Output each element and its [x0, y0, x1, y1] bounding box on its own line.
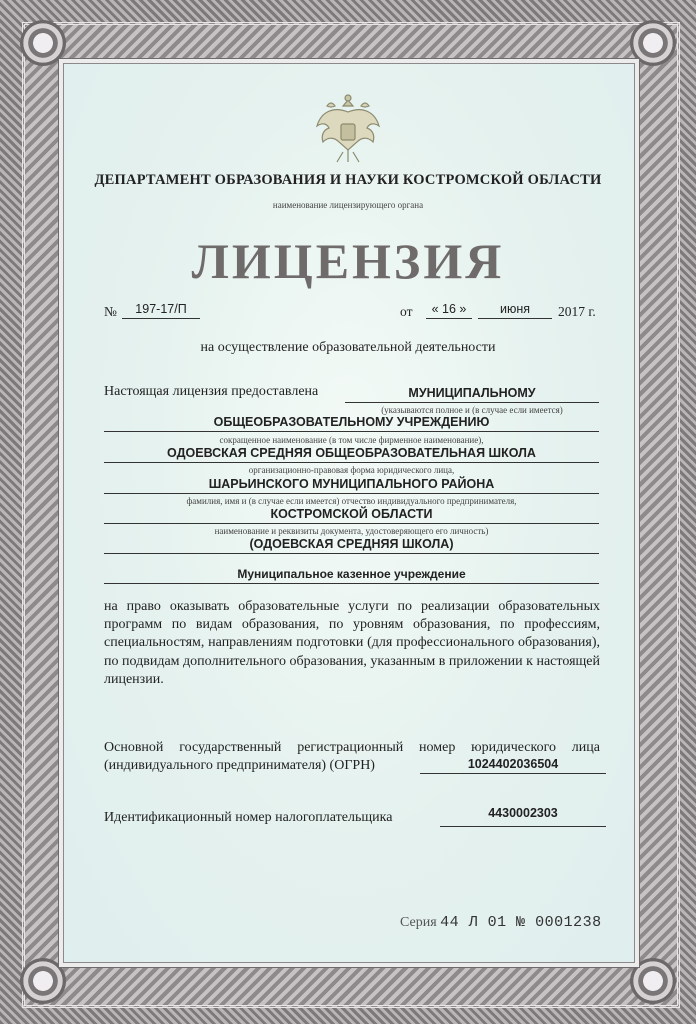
caption-4: фамилия, имя и (в случае если имеется) отчество индивидуального предпринимателя,: [186, 496, 517, 506]
ogrn-value: 1024402036504: [467, 757, 559, 771]
coat-of-arms-icon: [313, 92, 383, 166]
authority-caption: наименование лицензирующего органа: [272, 200, 424, 210]
issuing-authority: ДЕПАРТАМЕНТ ОБРАЗОВАНИЯ И НАУКИ КОСТРОМСКОЙ ОБЛАСТИ: [94, 172, 602, 188]
grantee-line-1: МУНИЦИПАЛЬНОМУ: [408, 386, 536, 400]
caption-3: организационно-правовая форма юридического лица,: [248, 465, 455, 475]
caption-2: сокращенное наименование (в том числе фирменное наименование),: [219, 435, 484, 445]
date-year: 2017 г.: [558, 304, 596, 319]
license-purpose: на осуществление образовательной деятельности: [200, 340, 496, 355]
number-prefix: №: [104, 304, 117, 319]
grantee-line-7: Муниципальное казенное учреждение: [237, 567, 466, 581]
ogrn-label-line-1: Основной государственный регистрационный номер юридического лица: [104, 740, 600, 755]
inn-value: 4430002303: [488, 806, 558, 820]
series-label: Серия: [400, 915, 437, 930]
date-day: « 16 »: [431, 302, 467, 316]
date-from-label: от: [400, 304, 413, 319]
series-value: 44 Л 01 № 0001238: [440, 914, 602, 931]
caption-1: (указываются полное и (в случае если имеется): [381, 405, 563, 415]
date-month: июня: [499, 302, 531, 316]
caption-5: наименование и реквизиты документа, удостоверяющего его личность): [214, 526, 489, 536]
grantee-line-5: КОСТРОМСКОЙ ОБЛАСТИ: [270, 507, 433, 521]
grantee-line-2: ОБЩЕОБРАЗОВАТЕЛЬНОМУ УЧРЕЖДЕНИЮ: [213, 415, 490, 429]
grantee-line-3: ОДОЕВСКАЯ СРЕДНЯЯ ОБЩЕОБРАЗОВАТЕЛЬНАЯ ШКОЛА: [167, 446, 536, 460]
rights-paragraph: на право оказывать образовательные услуги по реализации образовательных программ по видам образования, по уровням образования, по профессиям, специальностям, направлениям подготовки (для профессионального образования), по подвидам дополнительного образования, указанным в приложении к настоящей лицензии.: [104, 599, 600, 687]
grantee-line-6: (ОДОЕВСКАЯ СРЕДНЯЯ ШКОЛА): [249, 537, 454, 551]
ogrn-label-line-2: (индивидуального предпринимателя) (ОГРН): [104, 758, 375, 773]
license-number: 197-17/П: [135, 302, 187, 316]
inn-label: Идентификационный номер налогоплательщика: [104, 810, 393, 825]
document-title: ЛИЦЕНЗИЯ: [191, 233, 505, 289]
series-block: [400, 914, 602, 931]
grantee-intro: Настоящая лицензия предоставлена: [104, 384, 319, 399]
grantee-line-4: ШАРЬИНСКОГО МУНИЦИПАЛЬНОГО РАЙОНА: [208, 477, 495, 491]
